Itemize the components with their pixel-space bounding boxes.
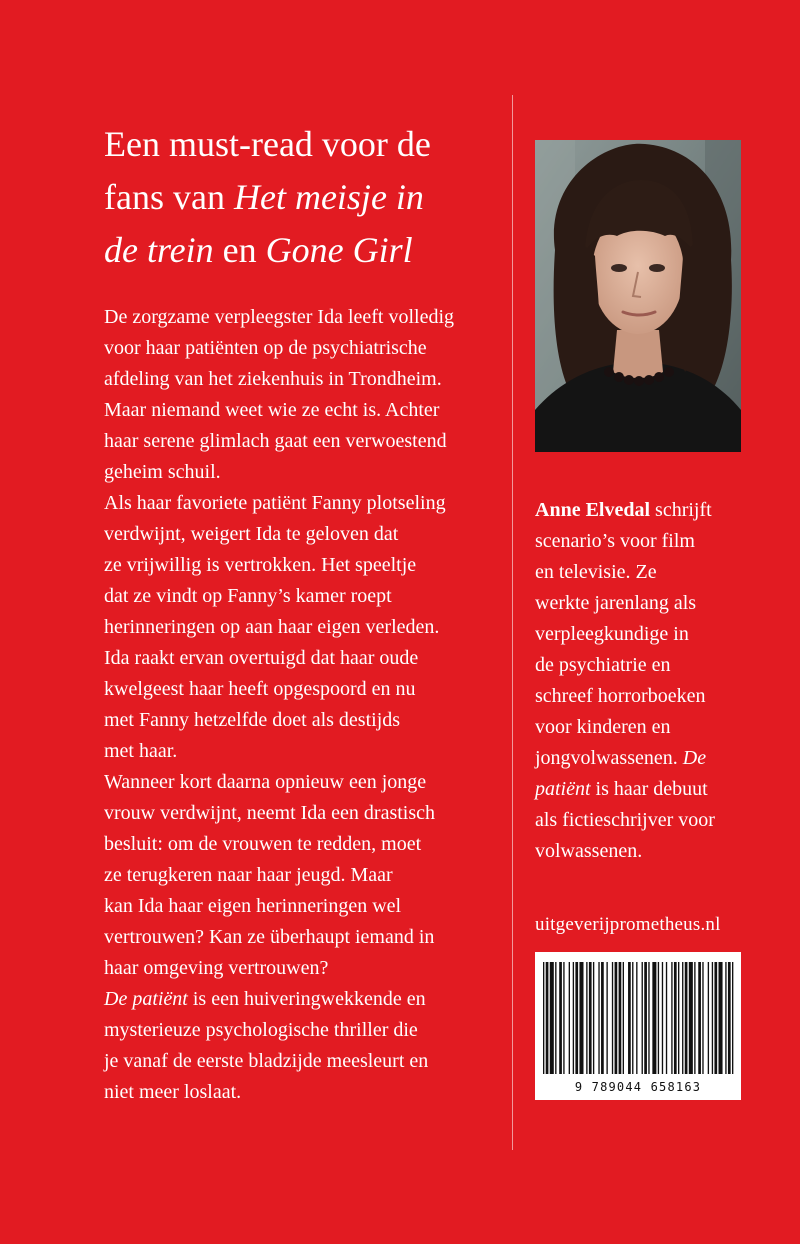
barcode-bar bbox=[674, 962, 677, 1074]
isbn-digits: 9 789044 658163 bbox=[574, 1080, 702, 1094]
barcode-bar bbox=[579, 962, 583, 1074]
blurb-line: besluit: om de vrouwen te redden, moet bbox=[104, 833, 422, 855]
bio-line: volwassenen. bbox=[535, 840, 643, 862]
bio-line: voor kinderen en bbox=[535, 716, 671, 738]
blurb-paragraph-1 bbox=[104, 302, 504, 488]
barcode-bar bbox=[652, 962, 656, 1074]
bio-line: schreef horrorboeken bbox=[535, 685, 706, 707]
bio-text: jongvolwassenen. bbox=[535, 747, 683, 769]
headline-title-2: Gone Girl bbox=[265, 230, 413, 270]
isbn-barcode bbox=[535, 952, 741, 1100]
barcode-bar bbox=[612, 962, 613, 1074]
blurb-line: kan Ida haar eigen herinneringen wel bbox=[104, 895, 402, 917]
barcode-bar bbox=[563, 962, 564, 1074]
blurb-line: met haar. bbox=[104, 740, 178, 762]
headline-line-3 bbox=[104, 224, 504, 277]
barcode-bar bbox=[732, 962, 733, 1074]
barcode-bar bbox=[601, 962, 604, 1074]
blurb bbox=[104, 302, 504, 1108]
barcode-bar bbox=[569, 962, 570, 1074]
barcode-bar bbox=[712, 962, 713, 1074]
barcode-bar bbox=[555, 962, 556, 1074]
blurb-line: geheim schuil. bbox=[104, 461, 221, 483]
barcode-bar bbox=[593, 962, 594, 1074]
barcode-bar bbox=[573, 962, 574, 1074]
blurb-paragraph-4 bbox=[104, 984, 504, 1108]
headline bbox=[104, 118, 504, 277]
blurb-line: haar serene glimlach gaat een verwoestend bbox=[104, 430, 447, 452]
headline-prefix: fans van bbox=[104, 177, 234, 217]
bio-line: als fictieschrijver voor bbox=[535, 809, 715, 831]
barcode-bar bbox=[559, 962, 562, 1074]
author-name: Anne Elvedal bbox=[535, 499, 651, 521]
blurb-line: vertrouwen? Kan ze überhaupt iemand in bbox=[104, 926, 435, 948]
author-bio bbox=[535, 495, 785, 867]
blurb-line: je vanaf de eerste bladzijde meesleurt en bbox=[104, 1050, 429, 1072]
author-portrait-illustration bbox=[535, 140, 741, 452]
blurb-line: Als haar favoriete patiënt Fanny plotseling bbox=[104, 492, 446, 514]
barcode-bar bbox=[702, 962, 703, 1074]
headline-line-1: Een must-read voor de bbox=[104, 124, 431, 164]
barcode-bar bbox=[628, 962, 631, 1074]
bio-text: schrijft bbox=[650, 499, 712, 521]
bio-line: scenario’s voor film bbox=[535, 530, 695, 552]
book-title-mention: De bbox=[682, 747, 707, 769]
bio-line bbox=[535, 743, 785, 774]
headline-title-1b: de trein bbox=[104, 230, 214, 270]
barcode-bar bbox=[586, 962, 587, 1074]
blurb-paragraph-3 bbox=[104, 767, 504, 984]
bio-line bbox=[535, 495, 785, 526]
barcode-bar bbox=[689, 962, 693, 1074]
blurb-line: vrouw verdwijnt, neemt Ida een drastisch bbox=[104, 802, 436, 824]
barcode-bar bbox=[698, 962, 701, 1074]
barcode-bar bbox=[714, 962, 717, 1074]
blurb-line: De zorgzame verpleegster Ida leeft volledig bbox=[104, 306, 455, 328]
barcode-bar bbox=[543, 962, 544, 1074]
headline-line-2 bbox=[104, 171, 504, 224]
barcode-bar bbox=[648, 962, 649, 1074]
barcode-bar bbox=[719, 962, 723, 1074]
blurb-line: kwelgeest haar heeft opgespoord en nu bbox=[104, 678, 416, 700]
barcode-bar bbox=[575, 962, 578, 1074]
barcode-bar bbox=[725, 962, 726, 1074]
barcode-bar bbox=[642, 962, 643, 1074]
blurb-text: is een huiveringwekkende en bbox=[187, 988, 426, 1010]
barcode-bar bbox=[636, 962, 637, 1074]
barcode-bar bbox=[546, 962, 549, 1074]
blurb-line: ze vrijwillig is vertrokken. Het speeltje bbox=[104, 554, 417, 576]
barcode-bar bbox=[550, 962, 554, 1074]
barcode-bar bbox=[644, 962, 647, 1074]
barcode-bar bbox=[589, 962, 592, 1074]
vertical-divider bbox=[512, 95, 513, 1150]
publisher-website: uitgeverijprometheus.nl bbox=[535, 914, 721, 935]
blurb-line: dat ze vindt op Fanny’s kamer roept bbox=[104, 585, 392, 607]
blurb-line bbox=[104, 984, 504, 1015]
barcode-bar bbox=[623, 962, 624, 1074]
blurb-line: afdeling van het ziekenhuis in Trondheim. bbox=[104, 368, 442, 390]
blurb-line: voor haar patiënten op de psychiatrische bbox=[104, 337, 427, 359]
blurb-line: verdwijnt, weigert Ida te geloven dat bbox=[104, 523, 399, 545]
bio-line: en televisie. Ze bbox=[535, 561, 657, 583]
barcode-bar bbox=[615, 962, 618, 1074]
bio-text: is haar debuut bbox=[590, 778, 708, 800]
barcode-bar bbox=[708, 962, 709, 1074]
barcode-bar bbox=[678, 962, 679, 1074]
barcode-bar bbox=[598, 962, 599, 1074]
blurb-line: haar omgeving vertrouwen? bbox=[104, 957, 329, 979]
barcode-bar bbox=[666, 962, 667, 1074]
blurb-paragraph-2 bbox=[104, 488, 504, 767]
bio-line: de psychiatrie en bbox=[535, 654, 671, 676]
barcode-bar bbox=[728, 962, 731, 1074]
blurb-line: mysterieuze psychologische thriller die bbox=[104, 1019, 418, 1041]
barcode-bar bbox=[606, 962, 607, 1074]
barcode-bar bbox=[658, 962, 659, 1074]
book-title-mention: patiënt bbox=[535, 778, 591, 800]
author-portrait-photo bbox=[535, 140, 741, 452]
blurb-line: Maar niemand weet wie ze echt is. Achter bbox=[104, 399, 440, 421]
blurb-line: Ida raakt ervan overtuigd dat haar oude bbox=[104, 647, 419, 669]
book-title-mention: De patiënt bbox=[104, 988, 188, 1010]
bio-line: verpleegkundige in bbox=[535, 623, 689, 645]
bio-line bbox=[535, 774, 785, 805]
bio-line: werkte jarenlang als bbox=[535, 592, 697, 614]
blurb-line: herinneringen op aan haar eigen verleden. bbox=[104, 616, 440, 638]
headline-conjunction: en bbox=[213, 230, 266, 270]
blurb-line: niet meer loslaat. bbox=[104, 1081, 242, 1103]
barcode-bar bbox=[619, 962, 622, 1074]
barcode-bar bbox=[682, 962, 683, 1074]
blurb-line: met Fanny hetzelfde doet als destijds bbox=[104, 709, 401, 731]
barcode-icon bbox=[535, 952, 741, 1082]
blurb-line: Wanneer kort daarna opnieuw een jonge bbox=[104, 771, 427, 793]
barcode-bar bbox=[632, 962, 633, 1074]
barcode-bar bbox=[662, 962, 663, 1074]
barcode-bar bbox=[671, 962, 672, 1074]
barcode-bar bbox=[685, 962, 688, 1074]
blurb-line: ze terugkeren naar haar jeugd. Maar bbox=[104, 864, 393, 886]
headline-title-1a: Het meisje in bbox=[233, 177, 424, 217]
barcode-bar bbox=[694, 962, 695, 1074]
